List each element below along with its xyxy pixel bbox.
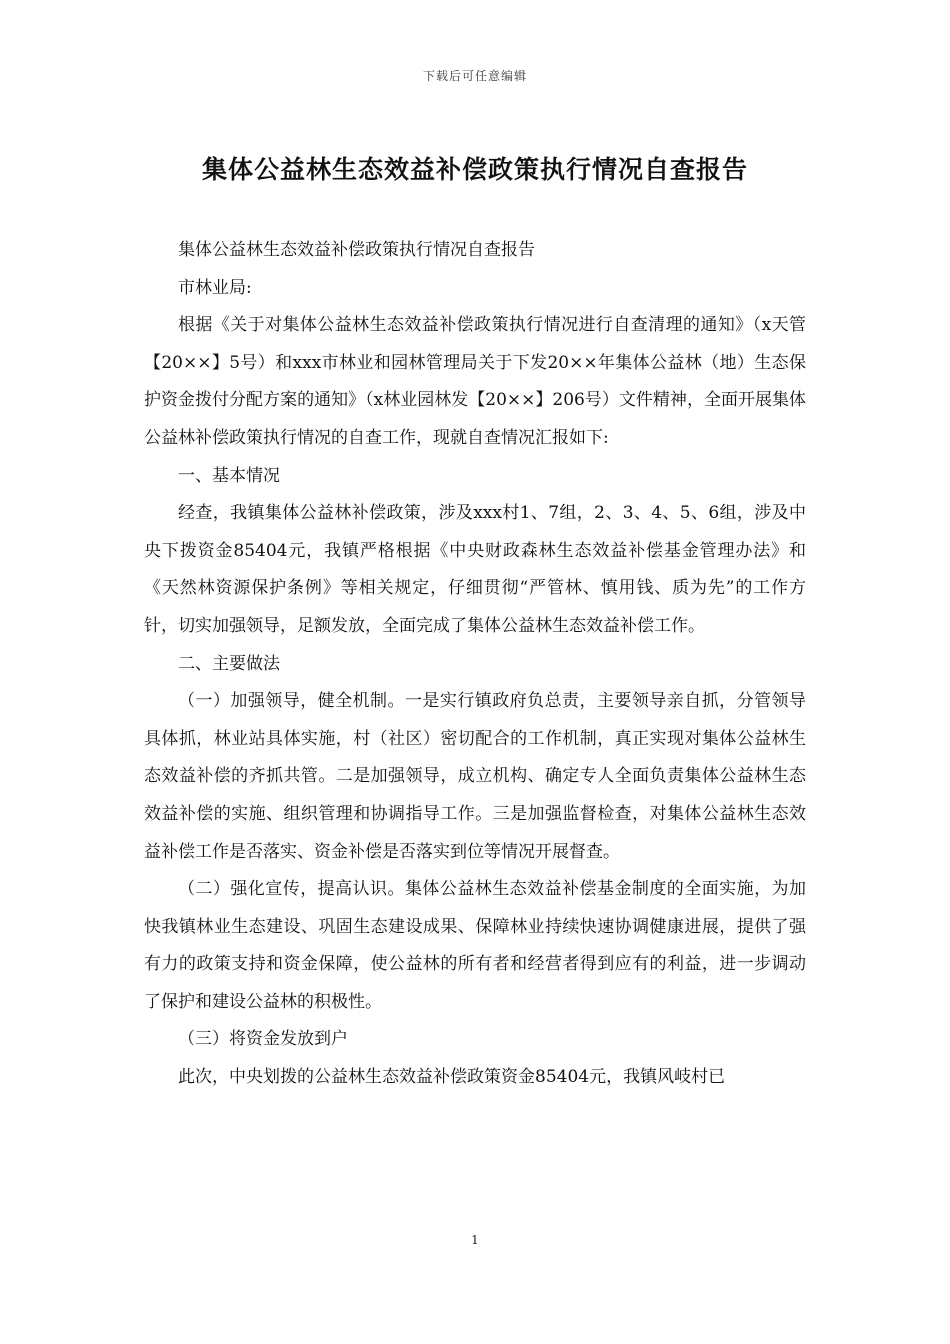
subheading-practice-3: （三）将资金发放到户 [178, 1029, 348, 1050]
document-body [144, 232, 806, 1097]
document-title: 集体公益林生态效益补偿政策执行情况自查报告 [201, 155, 748, 184]
header-note: 下载后可任意编辑 [422, 69, 527, 83]
paragraph-intro: 根据《关于对集体公益林生态效益补偿政策执行情况进行自查清理的通知》（x天管【20××】5号）和xxx市林业和园林管理局关于下发20××年集体公益林（地）生态保护资金拨付分配方案的通知》（x林业园林发【20××】206号）文件精神，全面开展集体公益林补偿政策执行情况的自查工作，现就自查情况汇报如下: [144, 315, 806, 448]
section-heading-basic: 一、基本情况 [178, 465, 280, 486]
paragraph-practice-3: 此次，中央划拨的公益林生态效益补偿政策资金85404元，我镇风岐村已 [178, 1067, 726, 1088]
page-number: 1 [471, 1233, 479, 1247]
paragraph-addressee: 市林业局: [178, 277, 252, 298]
paragraph-basic: 经查，我镇集体公益林补偿政策，涉及xxx村1、7组，2、3、4、5、6组，涉及中央下拨资金85404元，我镇严格根据《中央财政森林生态效益补偿基金管理办法》和《天然林资源保护条例》等相关规定，仔细贯彻“严管林、慎用钱、质为先”的工作方针，切实加强领导，足额发放，全面完成了集体公益林生态效益补偿工作。 [144, 503, 806, 636]
paragraph-subtitle: 集体公益林生态效益补偿政策执行情况自查报告 [178, 240, 535, 260]
paragraph-practice-1: （一）加强领导，健全机制。一是实行镇政府负总责，主要领导亲自抓，分管领导具体抓，林业站具体实施，村（社区）密切配合的工作机制，真正实现对集体公益林生态效益补偿的齐抓共管。二是加强领导，成立机构、确定专人全面负责集体公益林生态效益补偿的实施、组织管理和协调指导工作。三是加强监督检查，对集体公益林生态效益补偿工作是否落实、资金补偿是否落实到位等情况开展督查。 [144, 691, 806, 862]
section-heading-practices: 二、主要做法 [178, 653, 280, 674]
paragraph-practice-2: （二）强化宣传，提高认识。集体公益林生态效益补偿基金制度的全面实施，为加快我镇林业生态建设、巩固生态建设成果、保障林业持续快速协调健康进展，提供了强有力的政策支持和资金保障，使公益林的所有者和经营者得到应有的利益，进一步调动了保护和建设公益林的积极性。 [144, 879, 806, 1012]
